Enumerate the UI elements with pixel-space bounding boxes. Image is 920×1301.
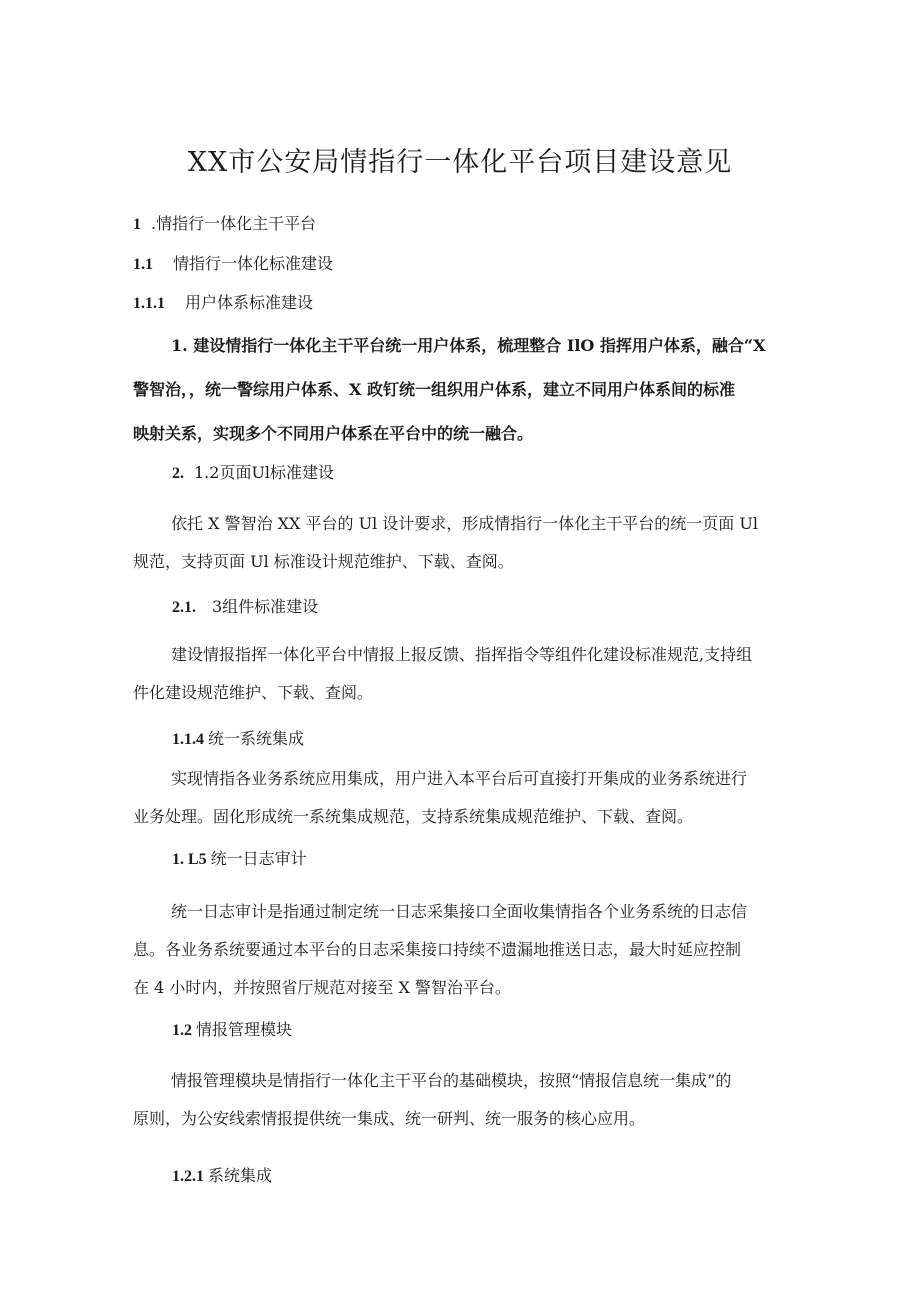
paragraph-line: 实现情指各业务系统应用集成，用户进入本平台后可直接打开集成的业务系统进行 (171, 769, 748, 788)
heading-ui-standard (172, 461, 334, 486)
component-standard-paragraph (133, 636, 793, 712)
intel-module-paragraph (133, 1062, 793, 1138)
heading-1-text: .情指行一体化主干平台 (151, 214, 317, 233)
heading-1 (133, 212, 316, 237)
heading-1-1-1-number: 1.1.1 (133, 295, 165, 312)
paragraph-line: 息。各业务系统要通过本平台的日志采集接口持续不遗漏地推送日志，最大时延应控制 (133, 940, 742, 959)
heading-ui-standard-number: 2. (172, 465, 184, 482)
paragraph-line: 警智治，，统一警综用户体系、X 政钉统一组织用户体系，建立不同用户体系间的标准 (133, 380, 735, 399)
paragraph-line: 建设情报指挥一体化平台中情报上报反馈、指挥指令等组件化建设标准规范,支持组 (171, 645, 753, 664)
heading-1-2-1 (172, 1164, 272, 1189)
heading-1-2-1-number: 1.2.1 (172, 1168, 204, 1185)
paragraph-line: 映射关系，实现多个不同用户体系在平台中的统一融合。 (133, 424, 534, 443)
heading-1-1-1 (133, 291, 313, 316)
heading-1-number: 1 (133, 216, 141, 233)
heading-1-1-text: 情指行一体化标准建设 (173, 254, 334, 273)
heading-1-1-4 (172, 727, 304, 752)
page-title: XX市公安局情指行一体化平台项目建设意见 (187, 147, 733, 178)
ui-standard-paragraph (133, 505, 793, 581)
paragraph-line: 件化建设规范维护、下载、查阅。 (133, 683, 374, 702)
heading-1-1-1-text: 用户体系标准建设 (185, 293, 314, 312)
heading-1-2-text: 情报管理模块 (196, 1020, 293, 1039)
paragraph-line: 1. 建设情指行一体化主干平台统一用户体系，梳理整合 IlO 指挥用户体系，融合“X (171, 336, 766, 355)
log-audit-paragraph (133, 893, 793, 1007)
heading-component-standard (172, 595, 318, 620)
heading-ui-standard-text: 1.2页面Ul标准建设 (194, 463, 335, 482)
user-system-paragraph (133, 324, 793, 456)
paragraph-line: 规范，支持页面 Ul 标准设计规范维护、下载、查阅。 (133, 552, 514, 571)
paragraph-line: 依托 X 警智治 XX 平台的 Ul 设计要求，形成情指行一体化主干平台的统一页面 Ul (171, 514, 758, 533)
heading-log-audit-number: 1. L5 (172, 851, 207, 868)
paragraph-line: 原则，为公安线索情报提供统一集成、统一研判、统一服务的核心应用。 (133, 1109, 646, 1128)
system-integration-paragraph (133, 760, 793, 836)
heading-component-standard-text: 3组件标准建设 (212, 597, 319, 616)
paragraph-line: 业务处理。固化形成统一系统集成规范，支持系统集成规范维护、下载、查阅。 (133, 807, 694, 826)
heading-1-1-4-number: 1.1.4 (172, 731, 204, 748)
heading-log-audit (172, 847, 307, 872)
paragraph-line: 情报管理模块是情指行一体化主干平台的基础模块，按照“情报信息统一集成”的 (171, 1071, 732, 1090)
heading-component-standard-number: 2.1. (172, 599, 196, 616)
heading-1-1-4-text: 统一系统集成 (208, 729, 305, 748)
heading-log-audit-text: 统一日志审计 (210, 849, 307, 868)
paragraph-line: 在 4 小时内，并按照省厅规范对接至 X 警智治平台。 (133, 978, 511, 997)
paragraph-line: 统一日志审计是指通过制定统一日志采集接口全面收集情指各个业务系统的日志信 (171, 902, 748, 921)
heading-1-1 (133, 252, 333, 277)
heading-1-2-number: 1.2 (172, 1022, 192, 1039)
heading-1-2 (172, 1018, 292, 1043)
heading-1-2-1-text: 系统集成 (208, 1166, 273, 1185)
heading-1-1-number: 1.1 (133, 256, 153, 273)
